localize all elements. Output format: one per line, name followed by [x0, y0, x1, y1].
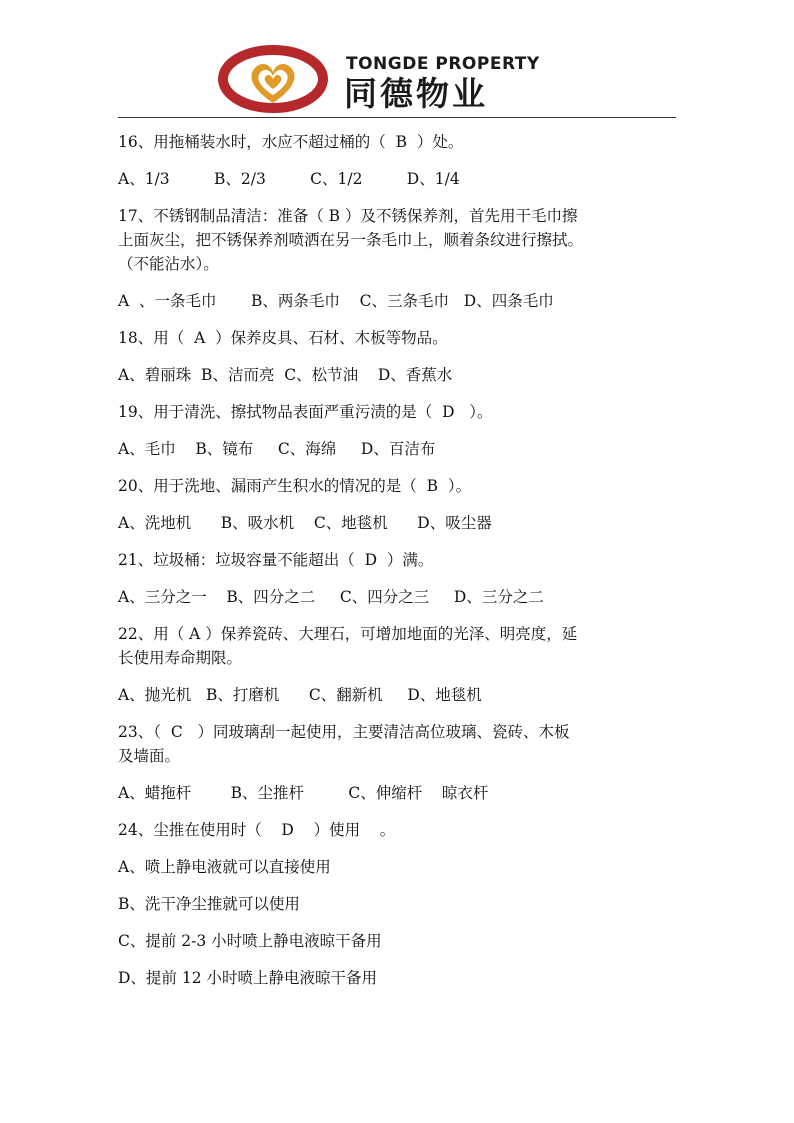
- question-text: 20、用于洗地、漏雨产生积水的情况的是（ B ）。: [118, 477, 472, 495]
- page-header: [118, 44, 676, 116]
- answer-options: A、碧丽珠 B、洁而亮 C、松节油 D、香蕉水: [118, 366, 453, 384]
- heart-ring-logo-icon: [218, 45, 328, 113]
- question-text: 22、用（ A ）保养瓷砖、大理石，可增加地面的光泽、明亮度，延: [118, 625, 578, 643]
- answer-options: A、1/3 B、2/3 C、1/2 D、1/4: [118, 170, 460, 188]
- question-block: [118, 326, 678, 387]
- answer-option: A、喷上静电液就可以直接使用: [118, 858, 331, 876]
- question-block: [118, 474, 678, 535]
- answer-options: A、洗地机 B、吸水机 C、地毯机 D、吸尘器: [118, 514, 492, 532]
- question-block: [118, 548, 678, 609]
- brand-name-english: TONGDE PROPERTY: [346, 54, 540, 74]
- question-block: [118, 622, 678, 707]
- question-block: [118, 204, 678, 313]
- question-text: 17、不锈钢制品清洁：准备（ B ）及不锈保养剂，首先用干毛巾擦: [118, 207, 578, 225]
- header-divider: [118, 117, 676, 118]
- answer-options: A、三分之一 B、四分之二 C、四分之三 D、三分之二: [118, 588, 544, 606]
- answer-options: A、毛巾 B、镜布 C、海绵 D、百洁布: [118, 440, 436, 458]
- question-text: 24、尘推在使用时（ D ）使用 。: [118, 821, 396, 839]
- question-block: [118, 130, 678, 191]
- question-text: 及墙面。: [118, 747, 181, 765]
- question-text: 21、垃圾桶：垃圾容量不能超出（ D ）满。: [118, 551, 434, 569]
- answer-options: A、蜡拖杆 B、尘推杆 C、伸缩杆 晾衣杆: [118, 784, 489, 802]
- answer-option: B、洗干净尘推就可以使用: [118, 895, 300, 913]
- question-text: （不能沾水）。: [118, 255, 219, 273]
- brand-name-chinese: 同德物业: [344, 74, 488, 113]
- question-block: [118, 720, 678, 805]
- answer-options: A、抛光机 B、打磨机 C、翻新机 D、地毯机: [118, 686, 482, 704]
- question-list: [118, 130, 678, 990]
- answer-option: D、提前 12 小时喷上静电液晾干备用: [118, 969, 378, 987]
- question-text: 16、用拖桶装水时，水应不超过桶的（ B ）处。: [118, 133, 464, 151]
- question-block: [118, 400, 678, 461]
- question-text: 18、用（ A ）保养皮具、石材、木板等物品。: [118, 329, 448, 347]
- question-text: 23、（ C ）同玻璃刮一起使用，主要清洁高位玻璃、瓷砖、木板: [118, 723, 570, 741]
- question-text: 上面灰尘，把不锈保养剂喷洒在另一条毛巾上，顺着条纹进行擦拭。: [118, 231, 584, 249]
- question-text: 19、用于清洗、擦拭物品表面严重污渍的是（ D ）。: [118, 403, 493, 421]
- answer-option: C、提前 2-3 小时喷上静电液晾干备用: [118, 932, 382, 950]
- question-text: 长使用寿命期限。: [118, 649, 243, 667]
- question-block: [118, 818, 678, 990]
- answer-options: A 、一条毛巾 B、两条毛巾 C、三条毛巾 D、四条毛巾: [118, 292, 554, 310]
